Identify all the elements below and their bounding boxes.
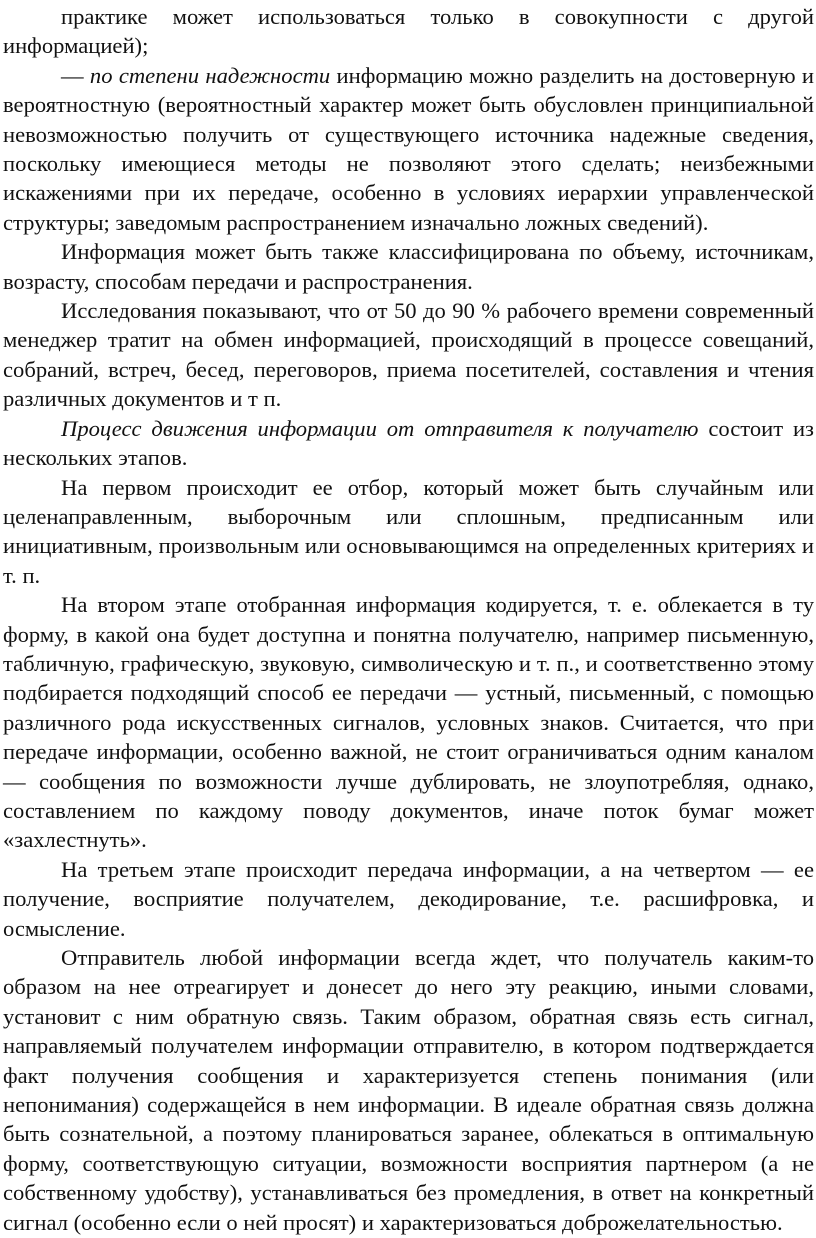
paragraph-text: состоит из нескольких этапов. xyxy=(3,415,814,471)
paragraph-text: практике может использоваться только в совокупности с другой информацией); xyxy=(3,4,814,59)
paragraph-text: Отправитель любой информации всегда ждет, что получатель каким-то образом на нее отреагирует и донесет до него эту реакцию, иными словами, установит с ним обратную связь. Таким образом, обратная связь есть сигнал, направляемый получателем информации отправителю, в котором подтверждается факт получения сообщения и характеризуется степень понимания (или непонимания) содержащейся в нем информации. В идеале обратная связь должна быть сознательной, а поэтому планироваться заранее, облекаться в оптимальную форму, соответствующую ситуации, возможности восприятия партнером (а не собственному удобству), устанавливаться без промедления, в ответ на конкретный сигнал (особенно если о ней просят) и характеризоваться доброжелательностью. xyxy=(3,945,814,1235)
paragraph-text: Исследования показывают, что от 50 до 90 % рабочего времени современный менеджер тратит на обмен информацией, происходящий в процессе совещаний, собраний, встреч, бесед, переговоров, приема посетителей, составления и чтения различных документов и т п. xyxy=(3,298,814,412)
paragraph-reliability xyxy=(3,61,814,237)
paragraph-text: Информация может быть также классифицирована по объему, источникам, возрасту, способам передачи и распространения. xyxy=(3,239,814,294)
paragraph-process xyxy=(3,414,814,473)
paragraph-classification xyxy=(3,237,814,296)
paragraph-text: На первом происходит ее отбор, который может быть случайным или целенаправленным, выборочным или сплошным, предписанным или инициативным, произвольным или основывающимся на определенных критериях и т. п. xyxy=(3,474,814,588)
paragraph-feedback xyxy=(3,943,814,1237)
italic-term: Процесс движения информации от отправителя к получателю xyxy=(61,415,699,441)
paragraph-stage-two xyxy=(3,590,814,855)
paragraph-text: На втором этапе отобранная информация кодируется, т. е. облекается в ту форму, в какой она будет доступна и понятна получателю, например письменную, табличную, графическую, звуковую, символическую и т. п., и соответственно этому подбирается подходящий способ ее передачи — устный, письменный, с помощью различного рода искусственных сигналов, условных знаков. Считается, что при передаче информации, особенно важной, не стоит ограничиваться одним каналом — сообщения по возможности лучше дублировать, не злоупотребляя, однако, составлением по каждому поводу документов, иначе поток бумаг может «захлестнуть». xyxy=(3,592,814,853)
paragraph-text: информацию можно разделить на достоверную и вероятностную (вероятностный характер может быть обусловлен принципиальной невозможностью получить от существующего источника надежные сведения, поскольку имеющиеся методы не позволяют этого сделать; неизбежными искажениями при их передаче, особенно в условиях иерархии управленческой структуры; заведомым распространением изначально ложных сведений). xyxy=(3,62,815,235)
paragraph-text: На третьем этапе происходит передача информации, а на четвертом — ее получение, восприятие получателем, декодирование, т.е. расшифровка, и осмысление. xyxy=(3,856,814,941)
paragraph-continuation xyxy=(3,2,814,61)
paragraph-stage-three-four xyxy=(3,855,814,943)
paragraph-research xyxy=(3,296,814,414)
list-dash: — xyxy=(61,62,90,88)
italic-term: по степени надежности xyxy=(89,62,331,88)
paragraph-stage-one xyxy=(3,473,814,591)
